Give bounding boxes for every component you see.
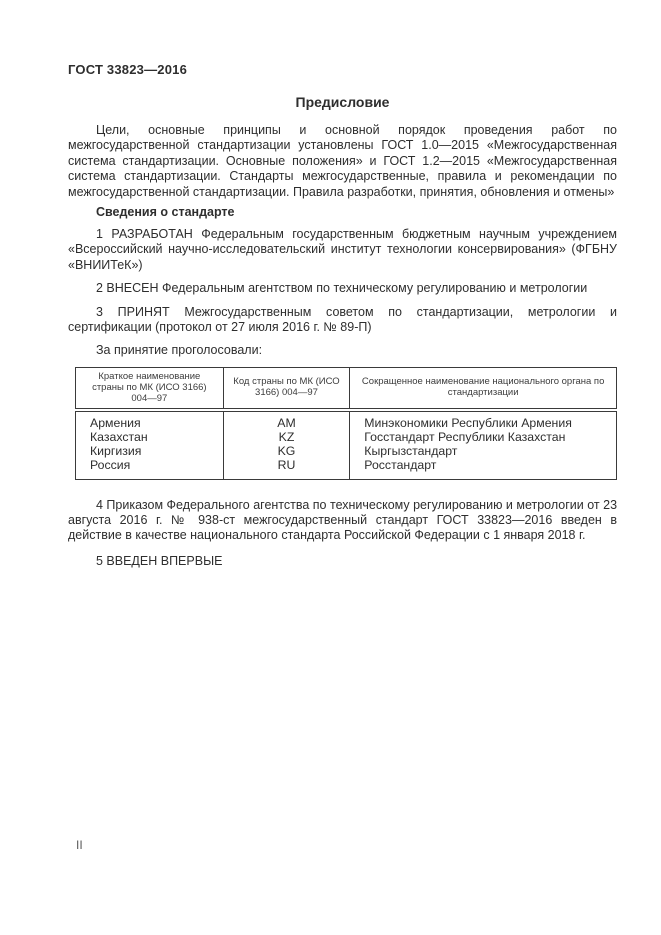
page-title: Предисловие [295,94,390,110]
col-header-national-body: Сокращенное наименование национального органа по стандартизации [350,367,617,410]
code-cell: KG [223,445,350,459]
table-row [76,445,617,459]
col-header-country-code: Код страны по МК (ИСО 3166) 004—97 [223,367,350,410]
table-row [76,431,617,445]
country-cell: Казахстан [76,431,224,445]
country-cell: Россия [76,459,224,479]
intro-paragraph: Цели, основные принципы и основной порядок проведения работ по межгосударственной стандартизации установлены ГОСТ 1.0—2015 «Межгосударственная система стандартизации. Основные положения» и ГОСТ 1.2—2015 «Межгосударственная система стандартизации. Стандарты межгосударственные, правила и рекомендации по межгосударственной стандартизации. Правила разработки, принятия, обновления и отмены» [68,123,617,199]
table-header-row [76,367,617,410]
table-row [76,459,617,479]
clause-developed: 1 РАЗРАБОТАН Федеральным государственным бюджетным научным учреждением «Всероссийский научно-исследовательский институт технологии консервирования» (ФГБНУ «ВНИИТеК») [68,227,617,272]
clause-first-introduced: 5 ВВЕДЕН ВПЕРВЫЕ [96,553,223,568]
code-cell: RU [223,459,350,479]
voting-table [75,367,617,480]
clause-adopted: 3 ПРИНЯТ Межгосударственным советом по стандартизации, метрологии и сертификации (протокол от 27 июля 2016 г. № 89-П) [68,304,617,335]
doc-number: ГОСТ 33823—2016 [68,62,187,77]
org-cell: Минэкономики Республики Армения [350,410,617,431]
page-number: II [76,838,83,852]
country-cell: Киргизия [76,445,224,459]
code-cell: KZ [223,431,350,445]
document-content [68,62,617,569]
code-cell: AM [223,410,350,431]
org-cell: Росстандарт [350,459,617,479]
clause-submitted: 2 ВНЕСЕН Федеральным агентством по техническому регулированию и метрологии [96,281,588,296]
vote-intro: За принятие проголосовали: [96,343,263,358]
table-row [76,410,617,431]
standard-info-heading: Сведения о стандарте [96,205,235,220]
org-cell: Госстандарт Республики Казахстан [350,431,617,445]
org-cell: Кыргызстандарт [350,445,617,459]
col-header-country-name: Краткое наименование страны по МК (ИСО 3166) 004—97 [76,367,224,410]
country-cell: Армения [76,410,224,431]
clause-enacted: 4 Приказом Федерального агентства по техническому регулированию и метрологии от 23 августа 2016 г. № 938-ст межгосударственный стандарт ГОСТ 33823—2016 введен в действие в качестве национального стандарта Российской Федерации с 1 января 2018 г. [68,497,618,543]
